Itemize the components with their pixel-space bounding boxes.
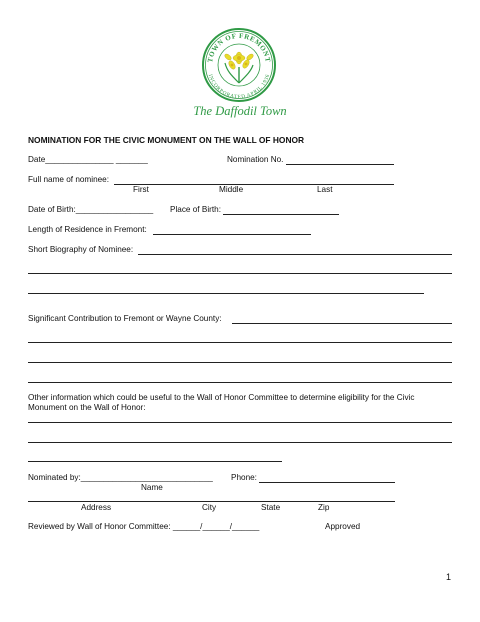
last-caption: Last	[317, 185, 333, 194]
address-field[interactable]	[28, 501, 395, 502]
other-info-line-1: Other information which could be useful to the Wall of Honor Committee to determine eligibility for the Civic	[28, 393, 415, 402]
state-caption: State	[261, 503, 281, 512]
address-caption: Address	[81, 503, 112, 512]
full-name-field[interactable]	[114, 184, 394, 185]
contribution-line-3[interactable]	[28, 362, 452, 363]
seal-bottom-text: INCORPORATED APRIL 1936	[206, 73, 272, 101]
date-label: Date_______________ _______	[28, 155, 148, 164]
nomination-no-field[interactable]	[286, 164, 394, 165]
reviewed-label: Reviewed by Wall of Honor Committee: ______/______/______	[28, 522, 260, 531]
seal-tagline: The Daffodil Town	[193, 104, 287, 118]
page-number: 1	[446, 572, 452, 582]
pob-label: Place of Birth:	[170, 205, 221, 214]
other-info-field-2[interactable]	[28, 442, 452, 443]
town-seal-logo	[201, 27, 277, 103]
full-name-label: Full name of nominee:	[28, 175, 110, 184]
residence-field[interactable]	[153, 234, 311, 235]
nomination-no-label: Nomination No.	[227, 155, 284, 164]
form-title: NOMINATION FOR THE CIVIC MONUMENT ON THE WALL OF HONOR	[28, 135, 305, 145]
city-caption: City	[202, 503, 217, 512]
middle-caption: Middle	[219, 185, 244, 194]
seal-top-text: TOWN OF FREMONT	[206, 31, 272, 64]
zip-caption: Zip	[318, 503, 330, 512]
other-info-field-1[interactable]	[28, 422, 452, 423]
other-info-field-3[interactable]	[28, 461, 282, 462]
biography-line-1[interactable]	[138, 254, 452, 255]
pob-field[interactable]	[223, 214, 339, 215]
first-caption: First	[133, 185, 149, 194]
nominated-by-label: Nominated by:_____________________________	[28, 473, 213, 482]
contribution-line-4[interactable]	[28, 382, 452, 383]
residence-label: Length of Residence in Fremont:	[28, 225, 147, 234]
phone-label: Phone:	[231, 473, 257, 482]
other-info-line-2: Monument on the Wall of Honor:	[28, 403, 146, 412]
phone-field[interactable]	[259, 482, 395, 483]
name-caption: Name	[141, 483, 163, 492]
contribution-line-2[interactable]	[28, 342, 452, 343]
biography-line-2[interactable]	[28, 273, 452, 274]
approved-label: Approved	[325, 522, 361, 531]
biography-line-3[interactable]	[28, 293, 424, 294]
dob-label: Date of Birth:_________________	[28, 205, 154, 214]
biography-label: Short Biography of Nominee:	[28, 245, 134, 254]
daffodil-seal-icon	[201, 27, 277, 103]
contribution-line-1[interactable]	[232, 323, 452, 324]
contribution-label: Significant Contribution to Fremont or Wayne County:	[28, 314, 222, 323]
